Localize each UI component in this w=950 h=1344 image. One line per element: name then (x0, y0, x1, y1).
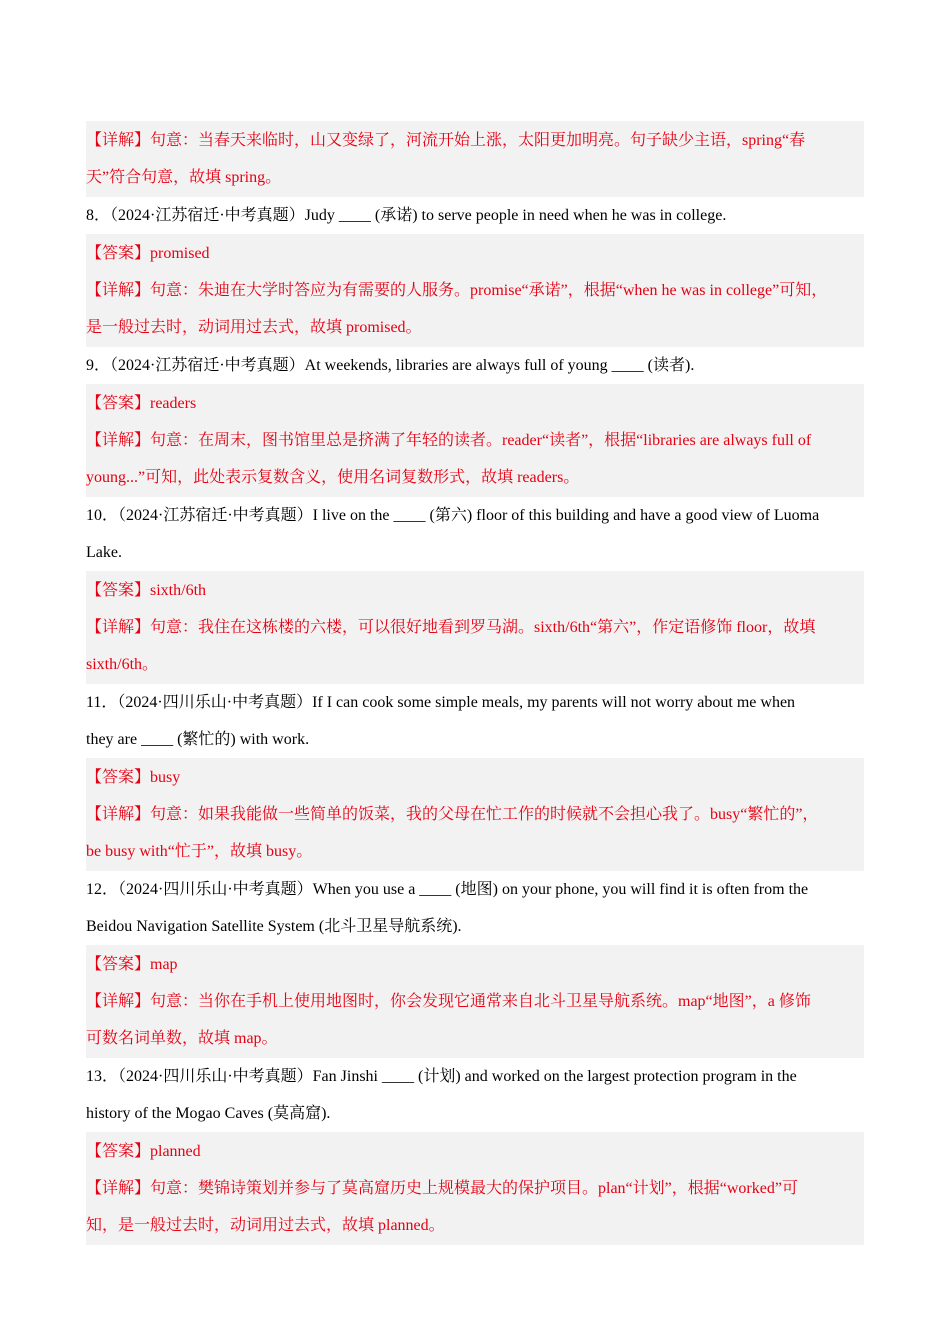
question-line: history of the Mogao Caves (莫高窟). (86, 1105, 331, 1122)
answer-block (86, 571, 864, 684)
question-line: 12．（2024·四川乐山·中考真题）When you use a ____ (地图) on your phone, you will find it is often from the (86, 881, 809, 898)
answer-line: 【答案】promised (86, 245, 210, 262)
answer-block (86, 1132, 864, 1245)
answer-block (86, 234, 864, 347)
question-line: 11．（2024·四川乐山·中考真题）If I can cook some simple meals, my parents will not worry about me when (86, 694, 796, 711)
question-item-q7 (86, 121, 864, 197)
question-item-q12 (86, 871, 864, 1058)
question-line: they are ____ (繁忙的) with work. (86, 731, 310, 748)
answer-line: 【答案】busy (86, 769, 181, 786)
question-line: Lake. (86, 544, 122, 561)
detail-line: 【详解】句意：我住在这栋楼的六楼，可以很好地看到罗马湖。sixth/6th“第六”，作定语修饰 floor，故填 (86, 619, 816, 636)
question-text (86, 871, 864, 945)
question-line: 13．（2024·四川乐山·中考真题）Fan Jinshi ____ (计划) and worked on the largest protection program in the (86, 1068, 797, 1085)
document-page (86, 121, 864, 1245)
question-text (86, 197, 864, 234)
detail-line: 可数名词单数，故填 map。 (86, 1030, 278, 1047)
answer-block (86, 121, 864, 197)
answer-block (86, 945, 864, 1058)
question-item-q11 (86, 684, 864, 871)
answer-block (86, 758, 864, 871)
question-text (86, 1058, 864, 1132)
detail-line: 【详解】句意：樊锦诗策划并参与了莫高窟历史上规模最大的保护项目。plan“计划”，根据“worked”可 (86, 1180, 798, 1197)
question-text (86, 684, 864, 758)
detail-line: 【详解】句意：当你在手机上使用地图时，你会发现它通常来自北斗卫星导航系统。map“地图”，a 修饰 (86, 993, 811, 1010)
answer-line: 【答案】sixth/6th (86, 582, 207, 599)
detail-line: sixth/6th。 (86, 656, 159, 673)
question-line: Beidou Navigation Satellite System (北斗卫星导航系统). (86, 918, 462, 935)
detail-line: 【详解】句意：如果我能做一些简单的饭菜，我的父母在忙工作的时候就不会担心我了。busy“繁忙的”， (86, 806, 819, 823)
detail-line: 【详解】句意：在周末，图书馆里总是挤满了年轻的读者。reader“读者”，根据“libraries are always full of (86, 432, 812, 449)
question-item-q13 (86, 1058, 864, 1245)
question-item-q10 (86, 497, 864, 684)
question-line: 9．（2024·江苏宿迁·中考真题）At weekends, libraries are always full of young ____ (读者). (86, 357, 695, 374)
question-text (86, 347, 864, 384)
detail-line: 是一般过去时，动词用过去式，故填 promised。 (86, 319, 422, 336)
detail-line: 【详解】句意：朱迪在大学时答应为有需要的人服务。promise“承诺”，根据“when he was in college”可知， (86, 282, 828, 299)
detail-line: 天”符合句意，故填 spring。 (86, 169, 282, 186)
detail-line: young...”可知，此处表示复数含义，使用名词复数形式，故填 readers。 (86, 469, 580, 486)
answer-line: 【答案】readers (86, 395, 197, 412)
question-item-q8 (86, 197, 864, 347)
detail-line: be busy with“忙于”，故填 busy。 (86, 843, 313, 860)
detail-line: 【详解】句意：当春天来临时，山又变绿了，河流开始上涨，太阳更加明亮。句子缺少主语，spring“春 (86, 132, 806, 149)
question-line: 8．（2024·江苏宿迁·中考真题）Judy ____ (承诺) to serve people in need when he was in college. (86, 207, 727, 224)
detail-line: 知，是一般过去时，动词用过去式，故填 planned。 (86, 1217, 445, 1234)
answer-line: 【答案】planned (86, 1143, 201, 1160)
question-text (86, 497, 864, 571)
answer-line: 【答案】map (86, 956, 178, 973)
answer-block (86, 384, 864, 497)
question-line: 10．（2024·江苏宿迁·中考真题）I live on the ____ (第六) floor of this building and have a good view of Luoma (86, 507, 820, 524)
question-item-q9 (86, 347, 864, 497)
